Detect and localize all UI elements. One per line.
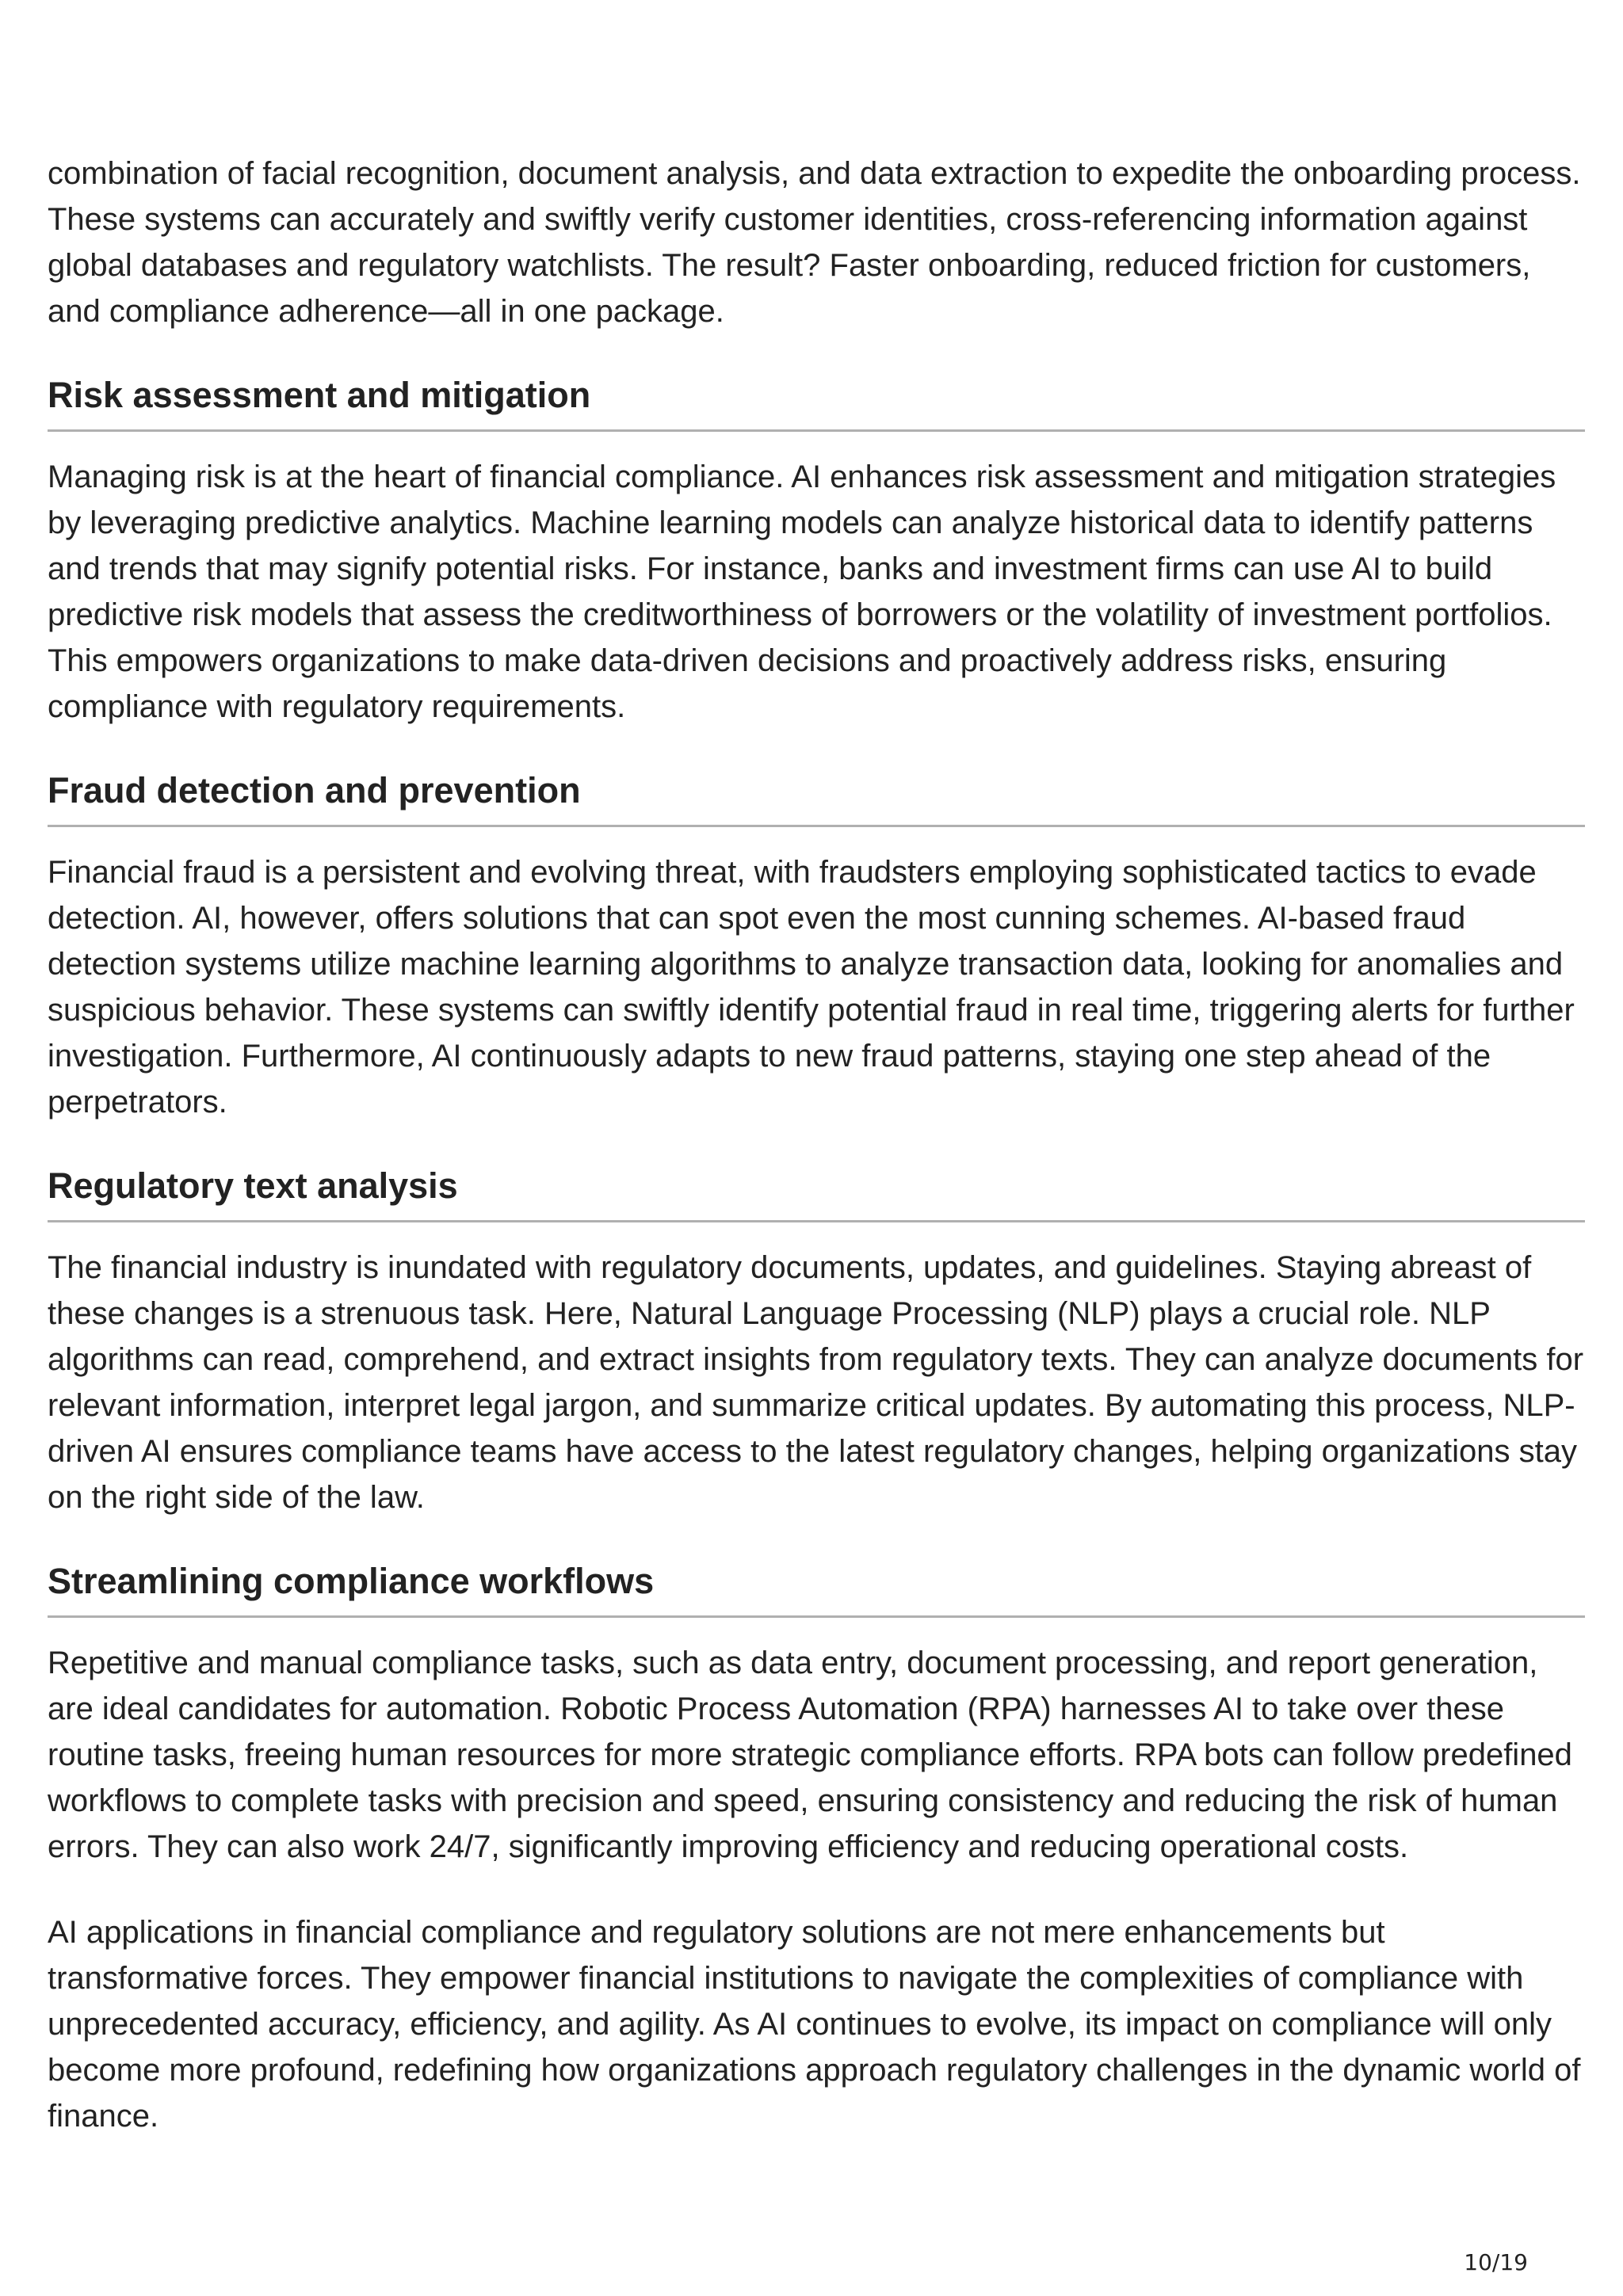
section-streamlining-workflows bbox=[48, 1560, 1585, 1870]
section-heading: Streamlining compliance workflows bbox=[48, 1560, 1585, 1618]
closing-paragraph: AI applications in financial compliance and regulatory solutions are not mere enhancements but transformative forces. They empower financial institutions to navigate the complexities of compliance with unprecedented accuracy, efficiency, and agility. As AI continues to evolve, its impact on compliance will only become more profound, redefining how organizations approach regulatory challenges in the dynamic world of finance. bbox=[48, 1915, 1581, 2134]
section-risk-assessment bbox=[48, 374, 1585, 730]
section-paragraph: Repetitive and manual compliance tasks, such as data entry, document processing, and report generation, are ideal candidates for automation. Robotic Process Automation (RPA) harnesses AI to take over these routine tasks, freeing human resources for more strategic compliance efforts. RPA bots can follow predefined workflows to complete tasks with precision and speed, ensuring consistency and reducing the risk of human errors. They can also work 24/7, significantly improving efficiency and reducing operational costs. bbox=[48, 1646, 1572, 1864]
section-regulatory-text-analysis bbox=[48, 1165, 1585, 1520]
section-paragraph: Financial fraud is a persistent and evolving threat, with fraudsters employing sophisticated tactics to evade detection. AI, however, offers solutions that can spot even the most cunning schemes. AI-based fraud detection systems utilize machine learning algorithms to analyze transaction data, looking for anomalies and suspicious behavior. These systems can swiftly identify potential fraud in real time, triggering alerts for further investigation. Furthermore, AI continuously adapts to new fraud patterns, staying one step ahead of the perpetrators. bbox=[48, 855, 1575, 1119]
section-paragraph: The financial industry is inundated with regulatory documents, updates, and guidelines. Staying abreast of these changes is a strenuous task. Here, Natural Language Processing (NLP) plays a crucial role. NLP algorithms can read, comprehend, and extract insights from regulatory texts. They can analyze documents for relevant information, interpret legal jargon, and summarize critical updates. By automating this process, NLP-driven AI ensures compliance teams have access to the latest regulatory changes, helping organizations stay on the right side of the law. bbox=[48, 1250, 1584, 1515]
section-heading: Fraud detection and prevention bbox=[48, 769, 1585, 827]
section-heading: Risk assessment and mitigation bbox=[48, 374, 1585, 432]
document-page bbox=[48, 151, 1585, 2139]
intro-paragraph: combination of facial recognition, document analysis, and data extraction to expedite the onboarding process. These systems can accurately and swiftly verify customer identities, cross-referencing information against global databases and regulatory watchlists. The result? Faster onboarding, reduced friction for customers, and compliance adherence—all in one package. bbox=[48, 156, 1581, 329]
section-heading: Regulatory text analysis bbox=[48, 1165, 1585, 1222]
section-fraud-detection bbox=[48, 769, 1585, 1125]
page-number: 10/19 bbox=[1464, 2249, 1528, 2275]
section-paragraph: Managing risk is at the heart of financial compliance. AI enhances risk assessment and mitigation strategies by leveraging predictive analytics. Machine learning models can analyze historical data to identify patterns and trends that may signify potential risks. For instance, banks and investment firms can use AI to build predictive risk models that assess the creditworthiness of borrowers or the volatility of investment portfolios. This empowers organizations to make data-driven decisions and proactively address risks, ensuring compliance with regulatory requirements. bbox=[48, 460, 1556, 724]
